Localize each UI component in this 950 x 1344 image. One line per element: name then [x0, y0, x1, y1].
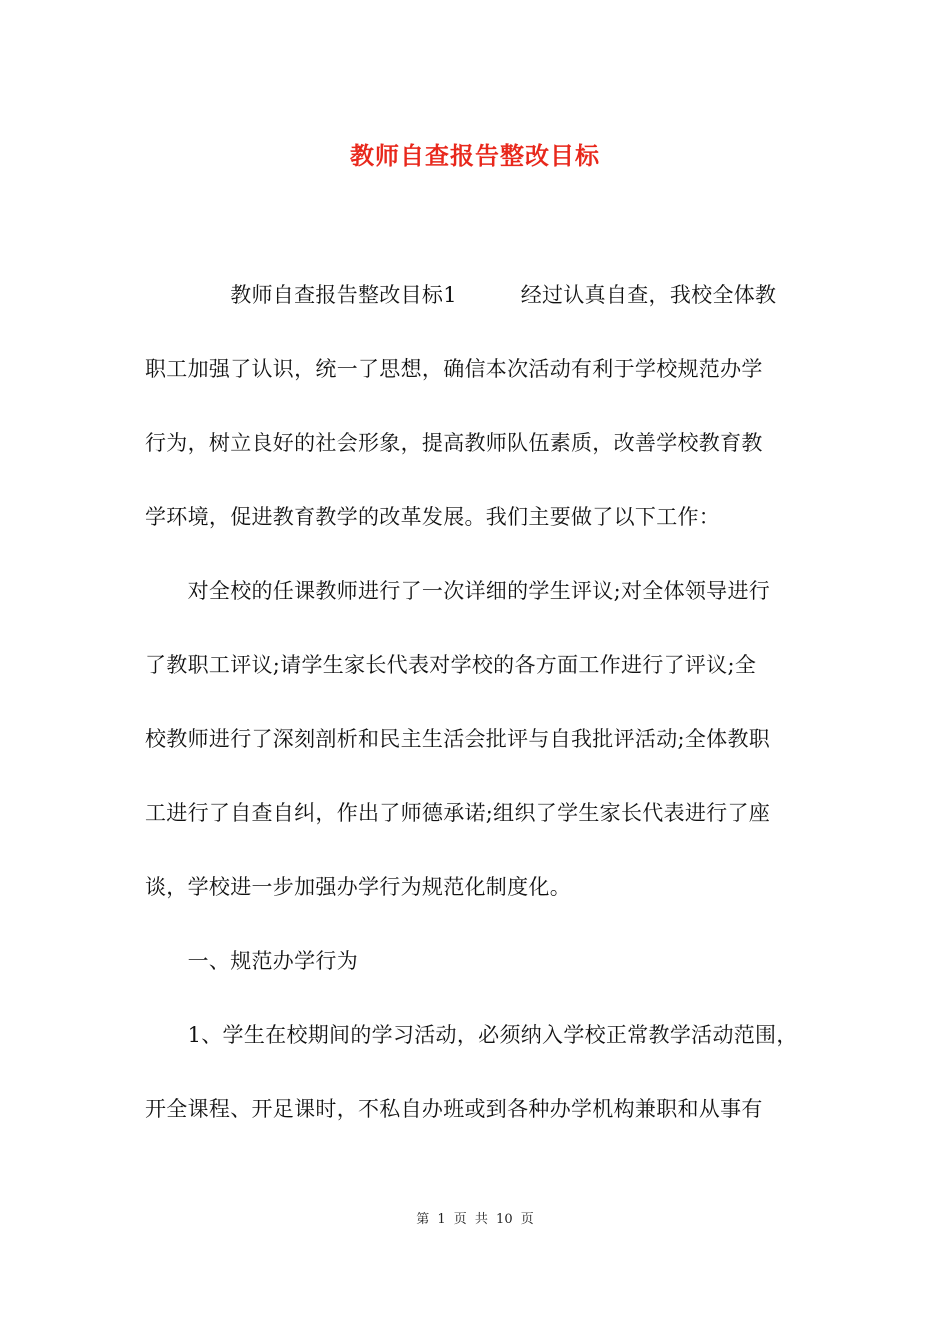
body-line: 学环境，促进教育教学的改革发展。我们主要做了以下工作： [145, 505, 721, 529]
body-line: 校教师进行了深刻剖析和民主生活会批评与自我批评活动;全体教职 [145, 727, 771, 751]
section-heading: 一、规范办学行为 [145, 949, 358, 973]
page-number: 第 1 页 共 10 页 [416, 1212, 534, 1227]
body-line: 1、学生在校期间的学习活动，必须纳入学校正常教学活动范围， [145, 1023, 798, 1047]
body-line: 职工加强了认识，统一了思想，确信本次活动有利于学校规范办学 [145, 357, 763, 381]
body-line: 工进行了自查自纠，作出了师德承诺;组织了学生家长代表进行了座 [145, 801, 771, 825]
body-line: 了教职工评议;请学生家长代表对学校的各方面工作进行了评议;全 [145, 653, 757, 677]
document-title: 教师自查报告整改目标 [350, 141, 600, 170]
body-line: 行为，树立良好的社会形象，提高教师队伍素质，改善学校教育教 [145, 431, 763, 455]
body-line: 教师自查报告整改目标1 经过认真自查，我校全体教 [145, 283, 777, 307]
body-line: 开全课程、开足课时，不私自办班或到各种办学机构兼职和从事有 [145, 1097, 763, 1121]
body-line: 谈，学校进一步加强办学行为规范化制度化。 [145, 875, 571, 899]
body-line: 对全校的任课教师进行了一次详细的学生评议;对全体领导进行 [145, 579, 771, 603]
